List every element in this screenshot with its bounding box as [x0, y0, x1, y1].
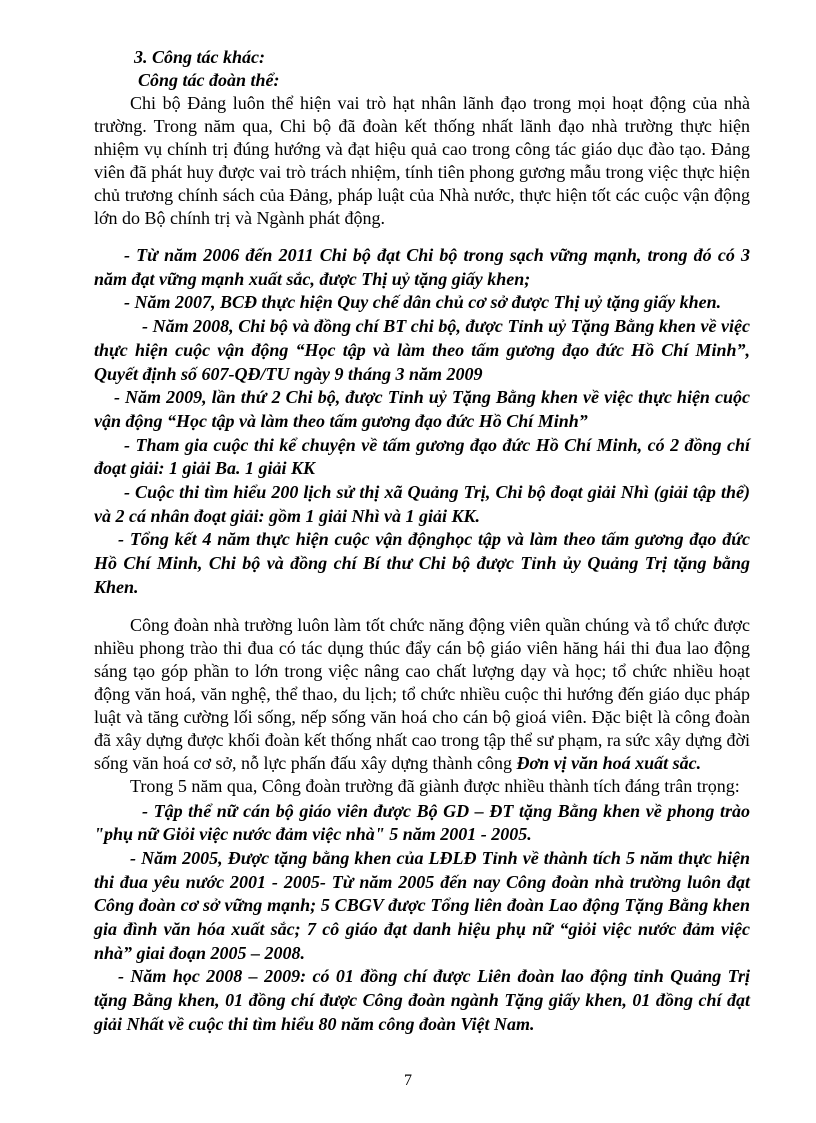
party-achievement-item: - Từ năm 2006 đến 2011 Chi bộ đạt Chi bộ trong sạch vững mạnh, trong đó có 3 năm đạt vững mạnh xuất sắc, được Thị uỷ tặng giấy khen;	[94, 245, 750, 289]
five-years-paragraph: Trong 5 năm qua, Công đoàn trường đã giành được nhiều thành tích đáng trân trọng:	[130, 775, 740, 796]
party-achievements-list	[94, 244, 750, 600]
page-number: 7	[404, 1072, 412, 1089]
party-achievement-item: - Năm 2007, BCĐ thực hiện Quy chế dân chủ cơ sở được Thị uỷ tặng giấy khen.	[124, 292, 722, 313]
party-achievement-item: - Năm 2009, lần thứ 2 Chi bộ, được Tỉnh uỷ Tặng Bằng khen về việc thực hiện cuộc vận động “Học tập và làm theo tấm gương đạo đức Hồ Chí Minh”	[94, 387, 750, 431]
union-achievements-list	[94, 800, 750, 1037]
party-achievement-item: - Năm 2008, Chi bộ và đồng chí BT chi bộ, được Tỉnh uỷ Tặng Bằng khen về việc thực hiện cuộc vận động “Học tập và làm theo tấm gương đạo đức Hồ Chí Minh”, Quyết định số 607-QĐ/TU ngày 9 tháng 3 năm 2009	[94, 316, 750, 384]
union-achievement-item: - Năm học 2008 – 2009: có 01 đồng chí được Liên đoàn lao động tỉnh Quảng Trị tặng Bằng khen, 01 đồng chí được Công đoàn ngành Tặng giấy khen, 01 đồng chí đạt giải Nhất về cuộc thi tìm hiểu 80 năm công đoàn Việt Nam.	[94, 966, 750, 1034]
union-paragraph-text: Công đoàn nhà trường luôn làm tốt chức năng động viên quần chúng và tổ chức được nhiều phong trào thi đua có tác dụng thúc đẩy cán bộ giáo viên hăng hái thi đua lao động sáng tạo góp phần to lớn trong việc nâng cao chất lượng dạy và học; tổ chức nhiều hoạt động văn hoá, văn nghệ, thể thao, du lịch; tổ chức nhiều cuộc thi hướng đến giáo dục pháp luật và tăng cường lối sống, nếp sống văn hoá cho cán bộ gioá viên. Đặc biệt là công đoàn đã xây dựng được khối đoàn kết thống nhất cao trong tập thể sư phạm, ra sức xây dựng đời sống văn hoá cơ sở, nỗ lực phấn đấu xây dựng thành công	[94, 614, 750, 773]
union-achievement-item: - Tập thể nữ cán bộ giáo viên được Bộ GD – ĐT tặng Bằng khen về phong trào "phụ nữ Giỏi việc nước đảm việc nhà" 5 năm 2001 - 2005.	[94, 800, 750, 845]
document-page	[94, 46, 750, 1037]
union-paragraph	[94, 614, 750, 775]
party-achievement-item: - Cuộc thi tìm hiểu 200 lịch sử thị xã Quảng Trị, Chi bộ đoạt giải Nhì (giải tập thể) và 2 cá nhân đoạt giải: gồm 1 giải Nhì và 1 giải KK.	[94, 482, 750, 526]
union-achievement-item: - Năm 2005, Được tặng bằng khen của LĐLĐ Tỉnh về thành tích 5 năm thực hiện thi đua yêu nước 2001 - 2005- Từ năm 2005 đến nay Công đoàn nhà trường luôn đạt Công đoàn cơ sở vững mạnh; 5 CBGV được Tổng liên đoàn Lao động Tặng Bằng khen gia đình văn hóa xuất sắc; 7 cô giáo đạt danh hiệu phụ nữ “giỏi việc nước đảm việc nhà” giai đoạn 2005 – 2008.	[94, 847, 750, 963]
party-achievement-item: - Tham gia cuộc thi kể chuyện về tấm gương đạo đức Hồ Chí Minh, có 2 đồng chí đoạt giải: 1 giải Ba. 1 giải KK	[94, 434, 750, 479]
union-section	[94, 614, 750, 1037]
party-achievement-item: - Tổng kết 4 năm thực hiện cuộc vận độnghọc tập và làm theo tấm gương đạo đức Hồ Chí Minh, Chi bộ và đồng chí Bí thư Chi bộ được Tỉnh ủy Quảng Trị tặng bằng Khen.	[94, 529, 750, 597]
union-paragraph-emphasis: Đơn vị văn hoá xuất sắc.	[516, 752, 702, 773]
section-title: 3. Công tác khác:	[134, 47, 266, 67]
section-subtitle: Công tác đoàn thể:	[138, 70, 280, 90]
intro-paragraph: Chi bộ Đảng luôn thể hiện vai trò hạt nhân lãnh đạo trong mọi hoạt động của nhà trường. Trong năm qua, Chi bộ đã đoàn kết thống nhất lãnh đạo nhà trường thực hiện nhiệm vụ chính trị đúng hướng và đạt hiệu quả cao trong công tác giáo dục đào tạo. Đảng viên đã phát huy được vai trò trách nhiệm, tính tiên phong gương mẫu trong việc thực hiện chủ trương chính sách của Đảng, pháp luật của Nhà nước, thực hiện tốt các cuộc vận động lớn do Bộ chính trị và Ngành phát động.	[94, 93, 750, 228]
